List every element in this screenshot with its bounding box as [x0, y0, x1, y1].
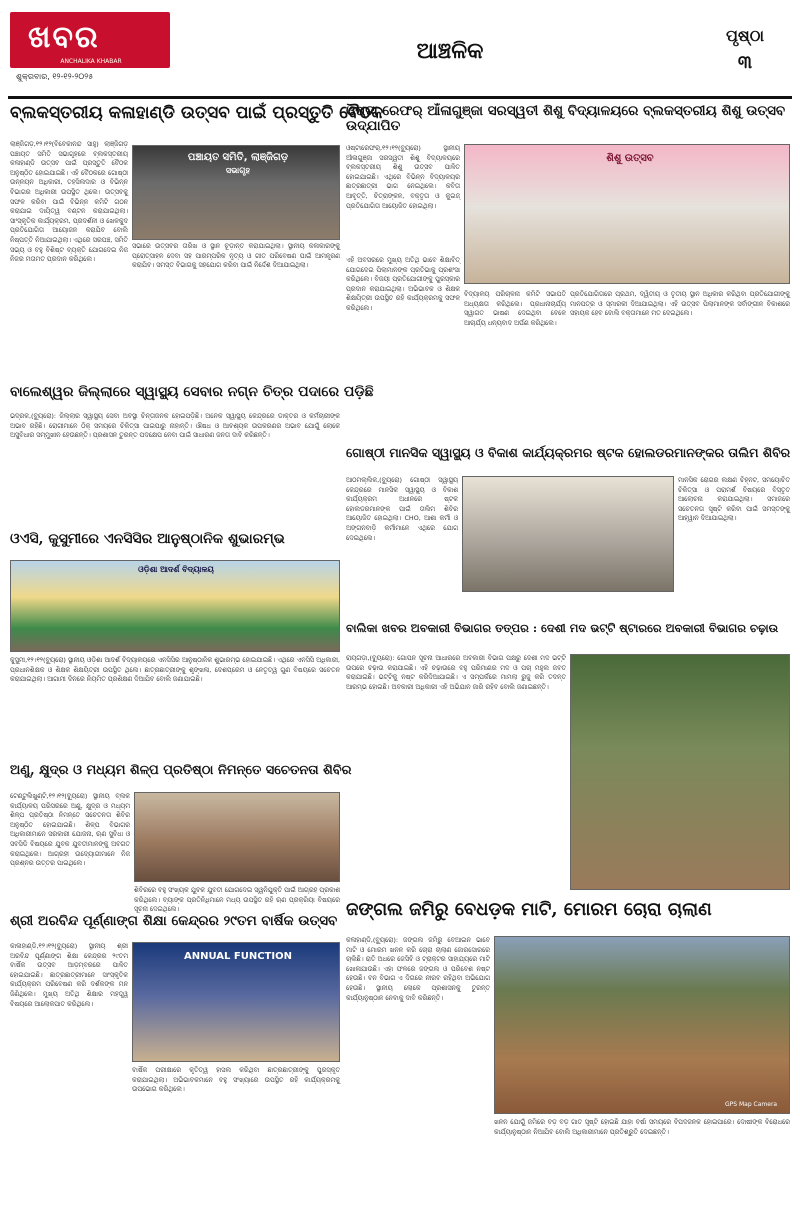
- kalahandi-body-2: ସଭାରେ ଉତ୍ସବର ତାରିଖ ଓ ସ୍ଥାନ ଚୂଡ଼ାନ୍ତ କରାଯାଇଥିଲା। ସ୍ଥାନୀୟ କଳାକାରଙ୍କୁ ପ୍ରୋତ୍ସାହନ ଦେବା ସହ ପାରମ୍ପରିକ ନୃତ୍ୟ ଓ ଗୀତ ପରିବେଷଣ ପାଇଁ ଆମନ୍ତ୍ରଣ କରାଯିବ। ସମସ୍ତ ବିଭାଗକୁ ସହଯୋଗ କରିବା ପାଇଁ ନିର୍ଦ୍ଦେଶ ଦିଆଯାଇଥିଲା।: [132, 242, 340, 270]
- msme-body: ଟେଣ୍ଟୁଲିଖୁଣ୍ଟି,୧୨।୧୨(ବ୍ୟୁରୋ) ସ୍ଥାନୀୟ ବ୍ଲକ କାର୍ଯ୍ୟାଳୟ ପରିସରରେ ଅଣୁ, କ୍ଷୁଦ୍ର ଓ ମଧ୍ୟମ ଶିଳ୍ପ ପ୍ରତିଷ୍ଠା ନିମନ୍ତେ ସଚେତନତା ଶିବିର ଅନୁଷ୍ଠିତ ହୋଇଯାଇଛି। ଶିଳ୍ପ ବିଭାଗର ଅଧିକାରୀମାନେ ସରକାରୀ ଯୋଜନା, ଋଣ ସୁବିଧା ଓ ସବସିଡି ବିଷୟରେ ଯୁବକ ଯୁବତୀମାନଙ୍କୁ ଅବଗତ କରାଇଥିଲେ। ଆଗ୍ରହୀ ଉଦ୍ୟୋଗୀମାନେ ନିଜ ପ୍ରଶ୍ନର ଉତ୍ତର ପାଇଥିଲେ।: [10, 792, 130, 868]
- balasore-headline: ବାଲେଶ୍ୱର ଜିଲ୍ଲାରେ ସ୍ୱାସ୍ଥ୍ୟ ସେବାର ନଗ୍ନ ଚିତ୍ର ପଦାରେ ପଡ଼ିଛି: [10, 384, 374, 400]
- aurobindo-body-b: ବାର୍ଷିକ ପରୀକ୍ଷାରେ କୃତିତ୍ୱ ହାସଲ କରିଥିବା ଛାତ୍ରଛାତ୍ରୀଙ୍କୁ ପୁରସ୍କୃତ କରାଯାଇଥିଲା। ଅଭିଭାବକମାନେ ବହୁ ସଂଖ୍ୟାରେ ଉପସ୍ଥିତ ରହି କାର୍ଯ୍ୟକ୍ରମକୁ ଉପଭୋଗ କରିଥିଲେ।: [132, 1066, 340, 1094]
- ncc-photo-banner: ଓଡ଼ିଶା ଆଦର୍ଶ ବିଦ୍ୟାଳୟ: [138, 565, 214, 574]
- kalahandi-photo-sub: ସଭାଗୃହ: [225, 166, 251, 175]
- kalahandi-headline: ବ୍ଲକସ୍ତରୀୟ କଳାହାଣ୍ଡି ଉତ୍ସବ ପାଇଁ ପ୍ରସ୍ତୁତି ବୈଠକ: [10, 103, 384, 123]
- moorum-headline: ଜଙ୍ଗଲ ଜମିରୁ ବେଧଡ଼କ ମାଟି, ମୋରମ ଚୋରା ଚାଲାଣ: [346, 899, 712, 920]
- moorum-photo: [494, 936, 790, 1114]
- aurobindo-headline: ଶ୍ରୀ ଅରବିନ୍ଦ ପୂର୍ଣ୍ଣାଙ୍ଗ ଶିକ୍ଷା କେନ୍ଦ୍ରର ୨୯ତମ ବାର୍ଷିକ ଉତ୍ସବ: [10, 913, 338, 929]
- kalahandi-body: ଲାଞ୍ଜିଗଡ଼,୧୨।୧୨(ବିବେକାନନ୍ଦ ସାହୁ) ଲାଞ୍ଜିଗଡ଼ ପଞ୍ଚାୟତ ସମିତି ସଭାଗୃହରେ ବ୍ଲକସ୍ତରୀୟ କଳାହାଣ୍ଡି ଉତ୍ସବ ପାଇଁ ପ୍ରସ୍ତୁତି ବୈଠକ ଅନୁଷ୍ଠିତ ହୋଇଯାଇଛି। ଏହି ବୈଠକରେ ଗୋଷ୍ଠୀ ଉନ୍ନୟନ ଅଧିକାରୀ, ତହସିଲଦାର ଓ ବିଭିନ୍ନ ବିଭାଗର ଅଧିକାରୀ ଉପସ୍ଥିତ ଥିଲେ। ଉତ୍ସବକୁ ସଫଳ କରିବା ପାଇଁ ବିଭିନ୍ନ କମିଟି ଗଠନ କରାଯାଇ ଦାୟିତ୍ୱ ବଣ୍ଟନ କରାଯାଇଥିଲା। ସାଂସ୍କୃତିକ କାର୍ଯ୍ୟକ୍ରମ, ପ୍ରଦର୍ଶନୀ ଓ ଖେଳକୁଦ ପ୍ରତିଯୋଗିତା ଆୟୋଜନ କରାଯିବ ବୋଲି ନିଷ୍ପତ୍ତି ନିଆଯାଇଥିଲା। ଏଥିରେ ସରପଞ୍ଚ, ସମିତି ସଭ୍ୟ ଓ ବହୁ ବିଶିଷ୍ଟ ବ୍ୟକ୍ତି ଯୋଗଦେଇ ନିଜ ନିଜର ମତାମତ ପ୍ରଦାନ କରିଥିଲେ।: [10, 140, 128, 264]
- saraswati-body-b: ଏହି ଅବସରରେ ମୁଖ୍ୟ ଅତିଥି ଭାବେ ଶିକ୍ଷାବିତ୍ ଯୋଗଦେଇ ପିଲାମାନଙ୍କ ପ୍ରତିଭାକୁ ପ୍ରଶଂସା କରିଥିଲେ। ବିଜୟୀ ପ୍ରତିଯୋଗୀଙ୍କୁ ପୁରସ୍କାର ପ୍ରଦାନ କରାଯାଇଥିଲା। ଅଭିଭାବକ ଓ ଶିକ୍ଷକ ଶିକ୍ଷୟିତ୍ରୀ ଉପସ୍ଥିତ ରହି କାର୍ଯ୍ୟକ୍ରମକୁ ସଫଳ କରିଥିଲେ।: [346, 256, 460, 312]
- saraswati-photo: [464, 144, 790, 284]
- ncc-headline: ଓଏସି, କୁସୁମୀରେ ଏନସିସିର ଆନୁଷ୍ଠାନିକ ଶୁଭାରମ୍ଭ: [10, 531, 285, 547]
- moorum-body: କଳାହାଣ୍ଡି,(ବ୍ୟୁରୋ): ଜଙ୍ଗଲ ଜମିରୁ ବେଆଇନ ଭାବେ ମାଟି ଓ ମୋରମ ଖନନ କରି ଚୋରା ଚାଲାଣ ଜୋରସୋରରେ ଚାଲିଛି। ରାତି ଅଧରେ ଜେସିବି ଓ ଟ୍ରାକ୍ଟର ସାହାଯ୍ୟରେ ମାଟି ଖୋଳାଯାଉଛି। ଏହା ଫଳରେ ଜଙ୍ଗଲ ଓ ପରିବେଶ ନଷ୍ଟ ହେଉଛି। ବନ ବିଭାଗ ଏ ଦିଗରେ ନୀରବ ରହିଥିବା ଅଭିଯୋଗ ହେଉଛି। ସ୍ଥାନୀୟ ଲୋକେ ପ୍ରଶାସନକୁ ତୁରନ୍ତ କାର୍ଯ୍ୟାନୁଷ୍ଠାନ ନେବାକୁ ଦାବି କରିଛନ୍ତି।: [346, 936, 490, 1002]
- page-number: ୩: [737, 52, 753, 73]
- header-divider: [8, 96, 792, 99]
- kalahandi-photo-banner: ପଞ୍ଚାୟତ ସମିତି, ଲାଞ୍ଜିଗଡ଼: [187, 152, 289, 163]
- ncc-photo: [10, 560, 340, 652]
- saraswati-body-c: ବିଦ୍ୟାଳୟ ପରିଚାଳନା କମିଟି ସଭାପତି ଅଧ୍ୟକ୍ଷତା କରିଥିଲେ। ପ୍ରଧାନାଚାର୍ଯ୍ୟ ସ୍ୱାଗତ ଭାଷଣ ଦେଇଥିବା ବେଳେ ଆଚାର୍ଯ୍ୟ ଧନ୍ୟବାଦ ଅର୍ପଣ କରିଥିଲେ।: [464, 290, 566, 327]
- saraswati-photo-banner: ଶିଶୁ ଉତ୍ସବ: [606, 153, 654, 164]
- page-label: ପୃଷ୍ଠା: [725, 26, 765, 45]
- aurobindo-photo-banner: ANNUAL FUNCTION: [184, 951, 292, 962]
- liquor-headline: ବାଲିକା ଖବର ଅବକାରୀ ବିଭାଗର ତତ୍ପର : ଦେଶୀ ମଦ ଭଟ୍ଟି ଷ୍ଟାରରେ ଅବକାରୀ ବିଭାଗର ଚଢ଼ାଉ: [346, 621, 779, 635]
- msme-photo: [134, 792, 340, 882]
- moorum-photo-credit: GPS Map Camera: [725, 1101, 778, 1108]
- saraswati-body-d: ପ୍ରତିଯୋଗିତାରେ ପ୍ରଥମ, ଦ୍ୱିତୀୟ ଓ ତୃତୀୟ ସ୍ଥାନ ଅଧିକାର କରିଥିବା ପ୍ରତିଯୋଗୀଙ୍କୁ ମାନପତ୍ର ଓ ସ୍ମାରକୀ ଦିଆଯାଇଥିଲା। ଏହି ଉତ୍ସବ ପିଲାମାନଙ୍କ ସର୍ବାଙ୍ଗୀନ ବିକାଶରେ ସହାୟକ ହେବ ବୋଲି ବକ୍ତାମାନେ ମତ ଦେଇଥିଲେ।: [570, 290, 790, 318]
- section-title: ଆଞ୍ଚଳିକ: [416, 38, 484, 64]
- saraswati-headline: ଓଷ୍ଟା ରେଫର୍ ଆଁଳାଗୁଞ୍ଜା ସରସ୍ୱତୀ ଶିଶୁ ବିଦ୍ୟାଳୟରେ ବ୍ଲକସ୍ତରୀୟ ଶିଶୁ ଉତ୍ସବ ଉଦ୍‌ଯାପିତ: [346, 103, 786, 134]
- mental-health-headline: ଗୋଷ୍ଠୀ ମାନସିକ ସ୍ୱାସ୍ଥ୍ୟ ଓ ବିକାଶ କାର୍ଯ୍ୟକ୍ରମର ଷ୍ଟକ ହୋଲଡରମାନଙ୍କର ତାଲିମ ଶିବିର: [346, 445, 791, 460]
- liquor-photo: [570, 654, 790, 890]
- kalahandi-photo: [132, 145, 340, 240]
- mental-health-photo: [462, 476, 674, 592]
- liquor-body: ରାୟଗଡ଼ା,(ବ୍ୟୁରୋ): ଗୋପନ ସୂଚନା ଆଧାରରେ ଅବକାରୀ ବିଭାଗ ପକ୍ଷରୁ ଦେଶୀ ମଦ ଭଟ୍ଟି ଉପରେ ଚଢ଼ାଉ କରାଯାଇଛି। ଏହି ଚଢ଼ାଉରେ ବହୁ ପରିମାଣର ମଦ ଓ ପଚା ମହୁଲ ଜବତ କରାଯାଇଛି। ଭଟ୍ଟିକୁ ନଷ୍ଟ କରିଦିଆଯାଇଛି। ଏ ସମ୍ପର୍କରେ ମାମଲା ରୁଜୁ କରି ତଦନ୍ତ ଆରମ୍ଭ ହୋଇଛି। ଅବକାରୀ ଅଧିକାରୀ ଏହି ଅଭିଯାନ ଜାରି ରହିବ ବୋଲି ଜଣାଇଛନ୍ତି।: [346, 654, 566, 691]
- mental-health-body-b: ମାନସିକ ରୋଗର ଲକ୍ଷଣ ଚିହ୍ନଟ, ସମୟୋଚିତ ଚିକିତ୍ସା ଓ ପରାମର୍ଶ ବିଷୟରେ ବିସ୍ତୃତ ଆଲୋଚନା କରାଯାଇଥିଲା। ସମାଜରେ ସଚେତନତା ସୃଷ୍ଟି କରିବା ପାଇଁ ସମସ୍ତଙ୍କୁ ଆହ୍ୱାନ ଦିଆଯାଇଥିଲା।: [678, 476, 790, 523]
- msme-body-b: ଶିବିରରେ ବହୁ ସଂଖ୍ୟକ ଯୁବକ ଯୁବତୀ ଯୋଗଦେଇ ସ୍ୱନିଯୁକ୍ତି ପାଇଁ ଆଗ୍ରହ ପ୍ରକାଶ କରିଥିଲେ। ବ୍ୟାଙ୍କ ପ୍ରତିନିଧିମାନେ ମଧ୍ୟ ଉପସ୍ଥିତ ରହି ଋଣ ପ୍ରକ୍ରିୟା ବିଷୟରେ ସୂଚନା ଦେଇଥିଲେ।: [134, 886, 340, 914]
- aurobindo-body: କାଳାହାଣ୍ଡି,୧୨।୧୨(ବ୍ୟୁରୋ) ସ୍ଥାନୀୟ ଶ୍ରୀ ଅରବିନ୍ଦ ପୂର୍ଣ୍ଣାଙ୍ଗ ଶିକ୍ଷା କେନ୍ଦ୍ରର ୨୯ତମ ବାର୍ଷିକ ଉତ୍ସବ ଆଡ଼ମ୍ବରରେ ପାଳିତ ହୋଇଯାଇଛି। ଛାତ୍ରଛାତ୍ରୀମାନେ ସାଂସ୍କୃତିକ କାର୍ଯ୍ୟକ୍ରମ ପରିବେଷଣ କରି ଦର୍ଶକଙ୍କ ମନ ଜିଣିଥିଲେ। ମୁଖ୍ୟ ଅତିଥି ଶିକ୍ଷାର ମହତ୍ତ୍ୱ ବିଷୟରେ ଆଲୋକପାତ କରିଥିଲେ।: [10, 942, 128, 1008]
- ncc-body: କୁସୁମୀ,୧୨।୧୨(ବ୍ୟୁରୋ) ସ୍ଥାନୀୟ ଓଡ଼ିଶା ଆଦର୍ଶ ବିଦ୍ୟାଳୟରେ ଏନସିସିର ଆନୁଷ୍ଠାନିକ ଶୁଭାରମ୍ଭ ହୋଇଯାଇଛି। ଏଥିରେ ଏନସିସି ଅଧିକାରୀ, ପ୍ରଧାନଶିକ୍ଷକ ଓ ଶିକ୍ଷକ ଶିକ୍ଷୟିତ୍ରୀ ଉପସ୍ଥିତ ଥିଲେ। ଛାତ୍ରଛାତ୍ରୀଙ୍କୁ ଶୃଙ୍ଖଳା, ଦେଶପ୍ରେମ ଓ ନେତୃତ୍ୱ ଗୁଣ ବିଷୟରେ ସଚେତନ କରାଯାଇଥିଲା। ଆଗାମୀ ଦିନରେ ନିୟମିତ ପ୍ରଶିକ୍ଷଣ ଦିଆଯିବ ବୋଲି ଜଣାଯାଇଛି।: [10, 656, 340, 684]
- moorum-body-b: ଖନନ ଯୋଗୁଁ ଜମିରେ ବଡ଼ ବଡ଼ ଗାତ ସୃଷ୍ଟି ହୋଇଛି ଯାହା ବର୍ଷା ସମୟରେ ବିପଦଜନକ ହୋଇପାରେ। ଦୋଷୀଙ୍କ ବିରୋଧରେ କାର୍ଯ୍ୟାନୁଷ୍ଠାନ ନିଆଯିବ ବୋଲି ଅଧିକାରୀମାନେ ପ୍ରତିଶ୍ରୁତି ଦେଇଛନ୍ତି।: [494, 1118, 790, 1136]
- logo-tagline: ANCHALIKA KHABAR: [60, 58, 122, 65]
- msme-headline: ଅଣୁ, କ୍ଷୁଦ୍ର ଓ ମଧ୍ୟମ ଶିଳ୍ପ ପ୍ରତିଷ୍ଠା ନିମନ୍ତେ ସଚେତନତା ଶିବିର: [10, 763, 352, 778]
- date-line: ଶୁକ୍ରବାର, ୧୨-୧୨-୨୦୨୫: [16, 72, 94, 81]
- saraswati-body-a: ଓଷ୍ଟାରେଫର୍,୧୨।୧୨(ବ୍ୟୁରୋ) ସ୍ଥାନୀୟ ଆଁଳାଗୁଞ୍ଜା ସରସ୍ୱତୀ ଶିଶୁ ବିଦ୍ୟାଳୟରେ ବ୍ଲକସ୍ତରୀୟ ଶିଶୁ ଉତ୍ସବ ପାଳିତ ହୋଇଯାଇଛି। ଏଥିରେ ବିଭିନ୍ନ ବିଦ୍ୟାଳୟର ଛାତ୍ରଛାତ୍ରୀ ଭାଗ ନେଇଥିଲେ। କବିତା ଆବୃତ୍ତି, ଚିତ୍ରାଙ୍କନ, ବକ୍ତୃତା ଓ କୁଇଜ୍ ପ୍ରତିଯୋଗିତା ଆୟୋଜିତ ହୋଇଥିଲା।: [346, 144, 460, 210]
- aurobindo-photo: [132, 942, 340, 1062]
- logo-text: ଖବର: [28, 20, 100, 55]
- mental-health-body-a: ଆଠମଲ୍ଲିକ,(ବ୍ୟୁରୋ) ଗୋଷ୍ଠୀ ସ୍ୱାସ୍ଥ୍ୟ କେନ୍ଦ୍ରରେ ମାନସିକ ସ୍ୱାସ୍ଥ୍ୟ ଓ ବିକାଶ କାର୍ଯ୍ୟକ୍ରମ ଅଧୀନରେ ଷ୍ଟକ ହୋଲଡରମାନଙ୍କ ପାଇଁ ତାଲିମ ଶିବିର ଆୟୋଜିତ ହୋଇଥିଲା। CHO, ଆଶା କର୍ମୀ ଓ ଅଙ୍ଗନବାଡ଼ି କର୍ମୀମାନେ ଏଥିରେ ଯୋଗ ଦେଇଥିଲେ।: [346, 476, 458, 542]
- balasore-body: ଭଦ୍ରକ,(ବ୍ୟୁରୋ): ଜିଲ୍ଲାର ସ୍ୱାସ୍ଥ୍ୟ ସେବା ଅବସ୍ଥା ଚିନ୍ତାଜନକ ହୋଇପଡ଼ିଛି। ଅନେକ ସ୍ୱାସ୍ଥ୍ୟ କେନ୍ଦ୍ରରେ ଡାକ୍ତର ଓ କର୍ମଚାରୀଙ୍କ ଅଭାବ ରହିଛି। ରୋଗୀମାନେ ଠିକ୍ ସମୟରେ ଚିକିତ୍ସା ପାଇପାରୁ ନାହାନ୍ତି। ଔଷଧ ଓ ଆବଶ୍ୟକ ଉପକରଣର ଅଭାବ ଯୋଗୁଁ ଲୋକେ ଅସୁବିଧାର ସମ୍ମୁଖୀନ ହେଉଛନ୍ତି। ପ୍ରଶାସନ ତୁରନ୍ତ ପଦକ୍ଷେପ ନେବା ପାଇଁ ସାଧାରଣ ଜନତା ଦାବି କରିଛନ୍ତି।: [10, 412, 340, 440]
